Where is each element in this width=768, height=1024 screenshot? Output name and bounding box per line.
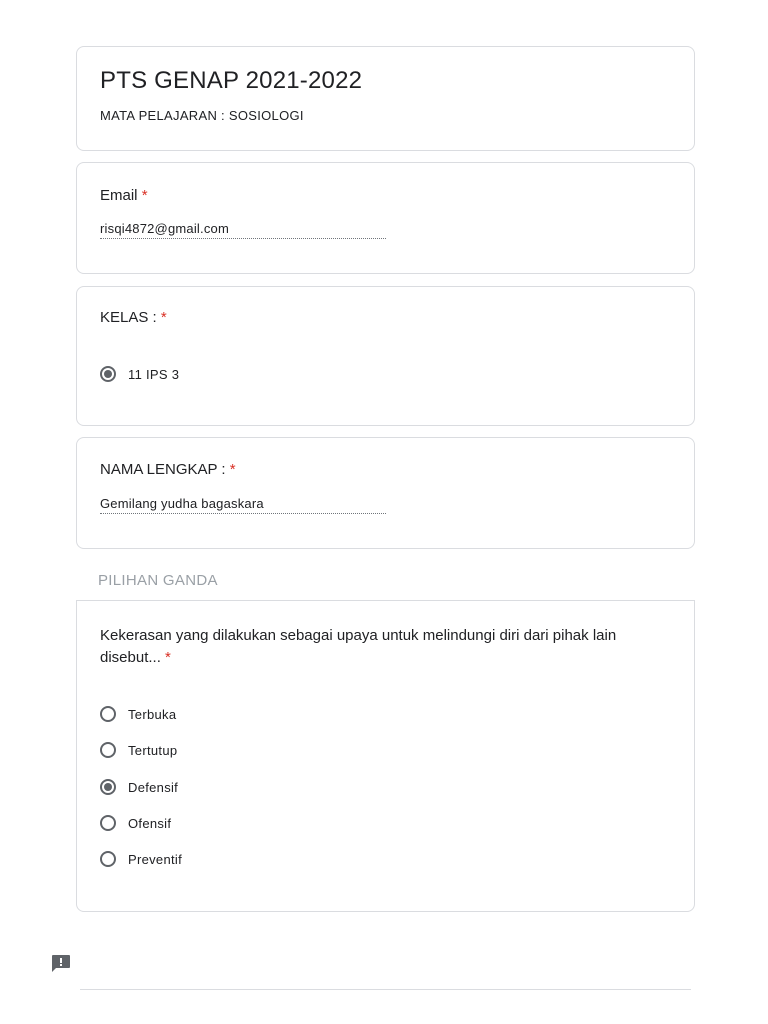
option-tertutup[interactable] <box>100 739 177 761</box>
option-defensif[interactable] <box>100 776 178 798</box>
email-question-label: Email * <box>100 187 148 204</box>
form-description: MATA PELAJARAN : SOSIOLOGI <box>100 108 304 123</box>
option-label: Defensif <box>128 779 179 795</box>
option-label: 11 IPS 3 <box>128 366 180 382</box>
section-title: PILIHAN GANDA <box>98 572 218 589</box>
option-ofensif[interactable] <box>100 812 171 834</box>
required-marker: * <box>229 461 236 478</box>
question-1-card <box>76 600 695 912</box>
required-marker: * <box>141 187 148 204</box>
option-label: Tertutup <box>128 742 178 758</box>
option-terbuka[interactable] <box>100 703 176 725</box>
question-1-label: Kekerasan yang dilakukan sebagai upaya untuk melindungi diri dari pihak lain disebut... * <box>100 627 617 666</box>
radio-unselected-icon[interactable] <box>100 742 116 758</box>
kelas-question-label: KELAS : * <box>100 309 167 326</box>
nama-question-label: NAMA LENGKAP : * <box>100 461 236 478</box>
radio-selected-icon[interactable] <box>100 779 116 795</box>
radio-unselected-icon[interactable] <box>100 851 116 867</box>
option-label: Preventif <box>128 851 183 867</box>
radio-selected-icon[interactable] <box>100 366 116 382</box>
option-label: Ofensif <box>128 815 172 831</box>
form-header-card <box>76 46 695 151</box>
option-preventif[interactable] <box>100 848 182 870</box>
email-answer: risqi4872@gmail.com <box>100 221 386 239</box>
nama-question-card <box>76 437 695 549</box>
option-label: Terbuka <box>128 706 177 722</box>
kelas-question-card <box>76 286 695 426</box>
radio-unselected-icon[interactable] <box>100 815 116 831</box>
required-marker: * <box>160 309 167 326</box>
kelas-option-11-ips-3[interactable] <box>100 363 179 385</box>
form-title: PTS GENAP 2021-2022 <box>100 67 363 94</box>
feedback-icon[interactable] <box>51 954 71 973</box>
footer-divider <box>80 989 691 990</box>
email-question-card <box>76 162 695 274</box>
required-marker: * <box>165 649 171 666</box>
nama-answer: Gemilang yudha bagaskara <box>100 496 386 514</box>
radio-unselected-icon[interactable] <box>100 706 116 722</box>
